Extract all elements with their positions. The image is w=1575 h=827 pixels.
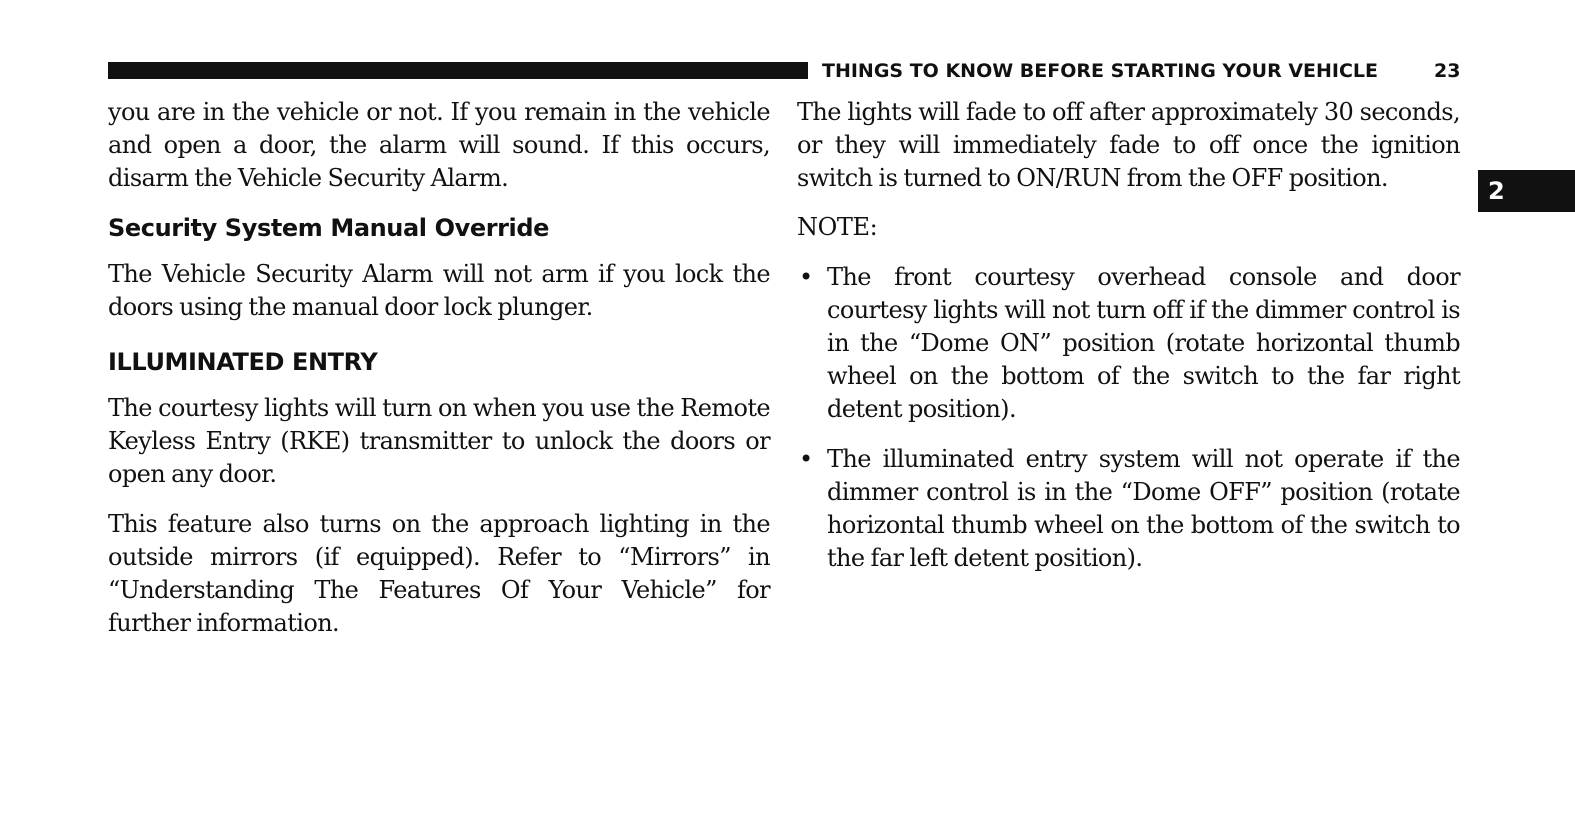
bullet-text: The front courtesy overhead console and door courtesy lights will not turn off if the dimmer control is in the “Dome ON” position (rotate horizontal thumb wheel on the bottom of the switch to the far right detent position). [827, 263, 1460, 423]
bullet-text: The illuminated entry system will not operate if the dimmer control is in the “Dome OFF” position (rotate horizontal thumb wheel on the bottom of the switch to the far left detent position). [827, 445, 1460, 572]
header-rule [108, 62, 808, 79]
list-item [797, 443, 1460, 575]
note-label: NOTE: [797, 213, 878, 241]
page-number: 23 [1434, 60, 1461, 82]
chapter-tab: 2 [1478, 170, 1575, 212]
bullet-icon: • [799, 445, 814, 473]
bullet-icon: • [799, 263, 814, 291]
section-heading-manual-override: Security System Manual Override [108, 214, 550, 242]
intro-paragraph: you are in the vehicle or not. If you remain in the vehicle and open a door, the alarm will sound. If this occurs, disarm the Vehicle Security Alarm. [108, 98, 770, 192]
left-column [108, 96, 770, 640]
running-header-title: THINGS TO KNOW BEFORE STARTING YOUR VEHICLE [822, 60, 1379, 82]
right-column [797, 96, 1460, 575]
entry-paragraph-1: The courtesy lights will turn on when you use the Remote Keyless Entry (RKE) transmitter to unlock the doors or open any door. [108, 394, 770, 488]
override-paragraph: The Vehicle Security Alarm will not arm if you lock the doors using the manual door lock plunger. [108, 260, 770, 321]
section-heading-illuminated-entry: ILLUMINATED ENTRY [108, 348, 378, 376]
fade-paragraph: The lights will fade to off after approximately 30 seconds, or they will immediately fade to off once the ignition switch is turned to ON/RUN from the OFF position. [797, 98, 1460, 192]
entry-paragraph-2: This feature also turns on the approach lighting in the outside mirrors (if equipped). Refer to “Mirrors” in “Understanding The Features Of Your Vehicle” for further information. [108, 510, 770, 637]
list-item [797, 261, 1460, 426]
note-bullet-list [797, 261, 1460, 575]
